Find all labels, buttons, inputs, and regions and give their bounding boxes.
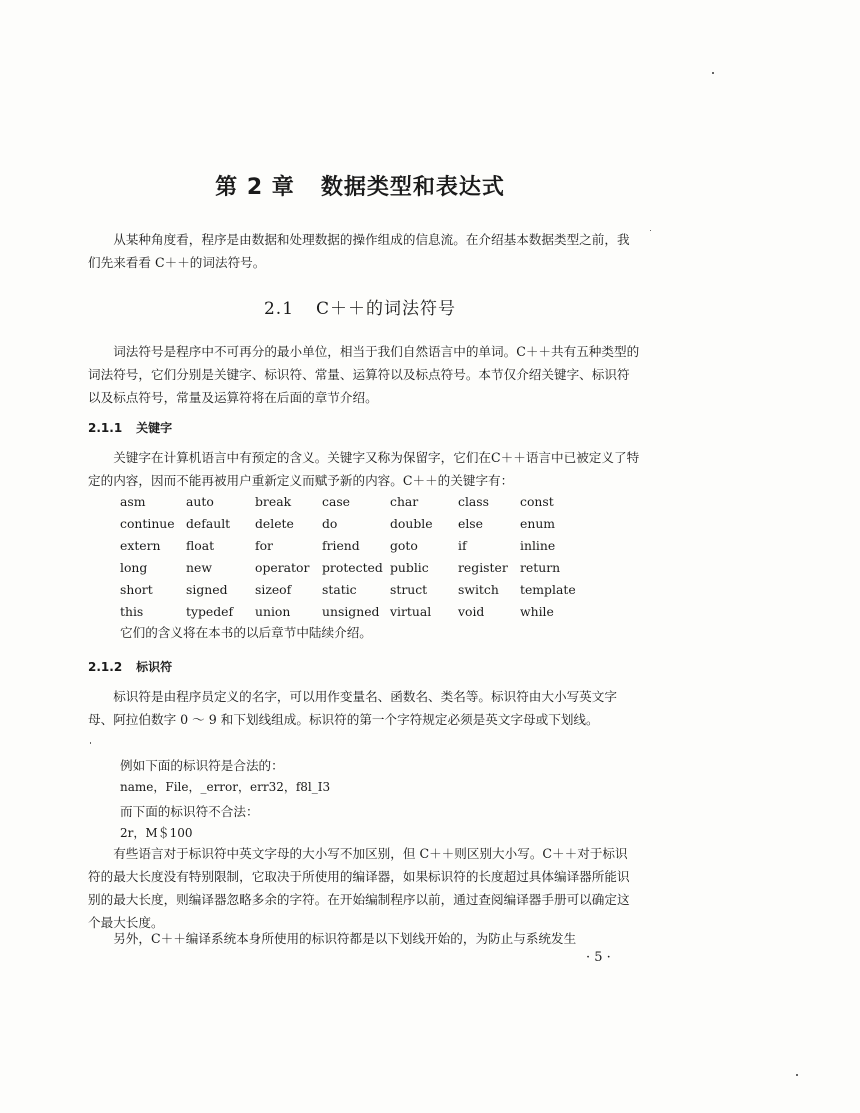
valid-identifiers-examples: name，File，_error，err32，f8l_I3: [120, 780, 331, 794]
keyword-cell: const: [520, 493, 554, 509]
keyword-cell: goto: [390, 537, 418, 553]
keyword-cell: struct: [390, 581, 428, 597]
subsection-number: 2.1.1: [88, 421, 123, 435]
subsection-heading-identifiers: [88, 658, 172, 675]
keyword-row: [120, 512, 590, 534]
subsection-heading-keywords: [88, 419, 172, 436]
keyword-row: [120, 600, 590, 622]
subsection-name: 关键字: [136, 421, 173, 435]
section-intro-paragraph: 词法符号是程序中不可再分的最小单位，相当于我们自然语言中的单词。C＋＋共有五种类型的词法符号，它们分别是关键字、标识符、常量、运算符以及标点符号。本节仅介绍关键字、标识符以及标点符号，常量及运算符将在后面的章节介绍。: [88, 344, 640, 405]
keyword-cell: static: [322, 581, 357, 597]
keyword-cell: continue: [120, 515, 175, 531]
keyword-cell: extern: [120, 537, 161, 553]
keyword-cell: unsigned: [322, 603, 380, 619]
keyword-cell: break: [255, 493, 292, 509]
keyword-cell: asm: [120, 493, 146, 509]
keyword-cell: this: [120, 603, 144, 619]
keyword-cell: inline: [520, 537, 556, 553]
keyword-cell: auto: [186, 493, 214, 509]
keyword-cell: operator: [255, 559, 310, 575]
keyword-cell: sizeof: [255, 581, 292, 597]
keyword-cell: register: [458, 559, 508, 575]
invalid-identifiers-label: 而下面的标识符不合法：: [120, 804, 259, 819]
scan-speck: [796, 1074, 798, 1076]
keyword-cell: long: [120, 559, 148, 575]
intro-paragraph: 从某种角度看，程序是由数据和处理数据的操作组成的信息流。在介绍基本数据类型之前，我们先来看看 C＋＋的词法符号。: [88, 232, 630, 270]
case-sensitivity-paragraph: 有些语言对于标识符中英文字母的大小写不加区别，但 C＋＋则区别大小写。C＋＋对于标识符的最大长度没有特别限制，它取决于所使用的编译器，如果标识符的长度超过具体编译器所能识别的最大长度，则编译器忽略多余的字符。在开始编制程序以前，通过查阅编译器手册可以确定这个最大长度。: [88, 846, 630, 930]
keyword-cell: virtual: [390, 603, 432, 619]
scan-speck: [650, 230, 651, 231]
final-line: 另外，C＋＋编译系统本身所使用的标识符都是以下划线开始的，为防止与系统发生: [113, 931, 577, 946]
valid-identifiers-label: 例如下面的标识符是合法的：: [120, 758, 284, 773]
keyword-cell: protected: [322, 559, 383, 575]
keyword-cell: double: [390, 515, 433, 531]
keyword-cell: while: [520, 603, 554, 619]
keyword-cell: friend: [322, 537, 360, 553]
page-number: · 5 ·: [586, 950, 611, 965]
keyword-cell: default: [186, 515, 231, 531]
keyword-cell: signed: [186, 581, 228, 597]
scan-speck: [712, 72, 714, 74]
chapter-name: 数据类型和表达式: [320, 175, 505, 200]
keyword-cell: enum: [520, 515, 556, 531]
keyword-row: [120, 578, 590, 600]
invalid-identifiers-examples: 2r，M＄100: [120, 826, 193, 840]
keywords-intro-paragraph: 关键字在计算机语言中有预定的含义。关键字又称为保留字，它们在C＋＋语言中已被定义了特定的内容，因而不能再被用户重新定义而赋予新的内容。C＋＋的关键字有：: [88, 450, 640, 488]
keyword-cell: new: [186, 559, 212, 575]
keyword-cell: float: [186, 537, 215, 553]
keyword-cell: typedef: [186, 603, 234, 619]
keywords-outro: 它们的含义将在本书的以后章节中陆续介绍。: [120, 625, 372, 640]
keyword-cell: case: [322, 493, 351, 509]
identifiers-intro-paragraph: 标识符是由程序员定义的名字，可以用作变量名、函数名、类名等。标识符由大小写英文字母、阿拉伯数字 0 ～ 9 和下划线组成。标识符的第一个字符规定必须是英文字母或下划线。: [88, 689, 617, 727]
keyword-cell: if: [458, 537, 467, 553]
keyword-cell: short: [120, 581, 153, 597]
keyword-cell: return: [520, 559, 561, 575]
keyword-cell: delete: [255, 515, 294, 531]
keyword-cell: do: [322, 515, 338, 531]
scan-speck: [90, 742, 91, 744]
keyword-cell: void: [458, 603, 485, 619]
keyword-cell: for: [255, 537, 273, 553]
keyword-cell: else: [458, 515, 483, 531]
subsection-number: 2.1.2: [88, 660, 123, 674]
keyword-row: [120, 490, 590, 512]
section-number: 2.1: [263, 299, 295, 319]
keyword-row: [120, 556, 590, 578]
section-heading: [0, 294, 720, 319]
keyword-cell: char: [390, 493, 419, 509]
subsection-name: 标识符: [136, 660, 173, 674]
section-name: C＋＋的词法符号: [316, 299, 457, 319]
keyword-cell: switch: [458, 581, 499, 597]
keyword-row: [120, 534, 590, 556]
keyword-cell: union: [255, 603, 291, 619]
keyword-cell: template: [520, 581, 576, 597]
keyword-cell: class: [458, 493, 490, 509]
keywords-table: [120, 490, 590, 622]
chapter-title: [0, 170, 720, 201]
chapter-number: 第 2 章: [215, 175, 295, 200]
keywords-table-body: [120, 490, 590, 622]
keyword-cell: public: [390, 559, 429, 575]
